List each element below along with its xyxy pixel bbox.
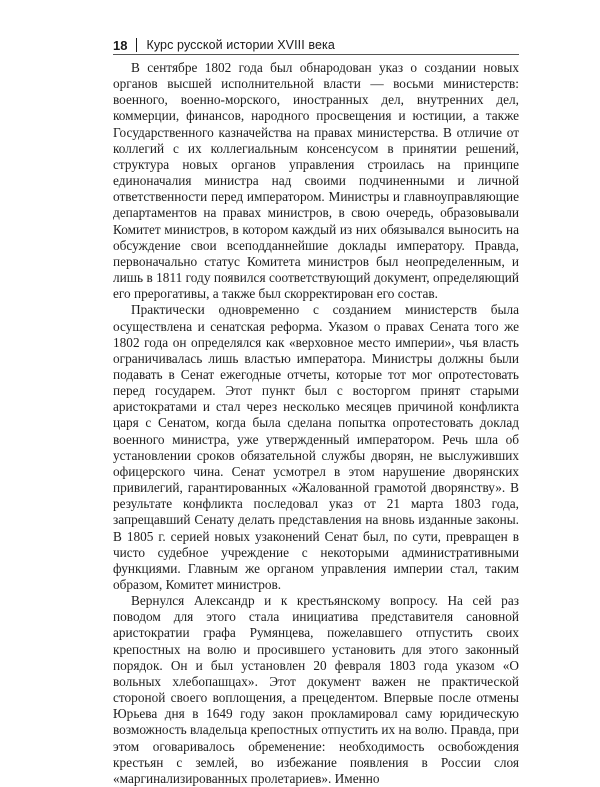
header-rule <box>113 54 519 55</box>
paragraph: Практически одновременно с созданием министерств была осуществлена и сенатская реформа. Указом о правах Сената того же 1802 года он определялся как «верховное место империи», чья власть ограничивалась лишь властью императора. Министры должны были подавать в Сенат ежегодные отчеты, которые тот мог опротестовать перед государем. Этот пункт был с восторгом принят старыми аристократами и стал через несколько месяцев причиной конфликта царя с Сенатом, когда была сделана попытка опротестовать доклад военного министра, уже утвержденный императором. Речь шла об установлении сроков обязательной службы дворян, не выслуживших офицерского чина. Сенат усмотрел в этом нарушение дворянских привилегий, гарантированных «Жалованной грамотой дворянству». В результате конфликта последовал указ от 21 марта 1803 года, запрещавший Сенату делать представления на вновь изданные законы. В 1805 г. серией новых узаконений Сенат был, по сути, превращен в чисто судебное учреждение с некоторыми административными функциями. Главным же органом управления империи стал, таким образом, Комитет министров. <box>113 302 519 592</box>
book-title: Курс русской истории XVIII века <box>146 38 335 52</box>
paragraph: В сентябре 1802 года был обнародован указ о создании новых органов высшей исполнительной власти — восьми министерств: военного, военно-морского, иностранных дел, внутренних дел, коммерции, финансов, народного просвещения и юстиции, а также Государственного казначейства на правах министерства. В отличие от коллегий с их коллегиальным консенсусом в принятии решений, структура новых органов управления строилась на принципе единоначалия министра над своими подчиненными и личной ответственности перед императором. Министры и главноуправляющие департаментов на правах министров, в свою очередь, образовывали Комитет министров, в котором каждый из них обязывался выносить на обсуждение свои всеподданнейшие доклады императору. Правда, первоначально статус Комитета министров был неопределенным, и лишь в 1811 году появился соответствующий документ, определяющий его прерогативы, а также был скорректирован его состав. <box>113 60 519 302</box>
running-head <box>113 34 519 56</box>
main-text <box>113 60 519 787</box>
page-number: 18 <box>113 37 128 53</box>
paragraph: Вернулся Александр и к крестьянскому вопросу. На сей раз поводом для этого стала инициатива представителя сановной аристократии графа Румянцева, пожелавшего отпустить своих крепостных на волю и просившего установить для этого законный порядок. Он и был установлен 20 февраля 1803 года указом «О вольных хлебопашцах». Этот документ важен не практической стороной своего воплощения, а прецедентом. Впервые после отмены Юрьева дня в 1649 году закон прокламировал саму юридическую возможность владельца крепостных отпустить их на волю. Правда, при этом оговаривалось обременение: необходимость освобождения крестьян с землей, во избежание появления в России слоя «маргинализированных пролетариев». Именно <box>113 593 519 786</box>
header-divider <box>136 38 137 52</box>
